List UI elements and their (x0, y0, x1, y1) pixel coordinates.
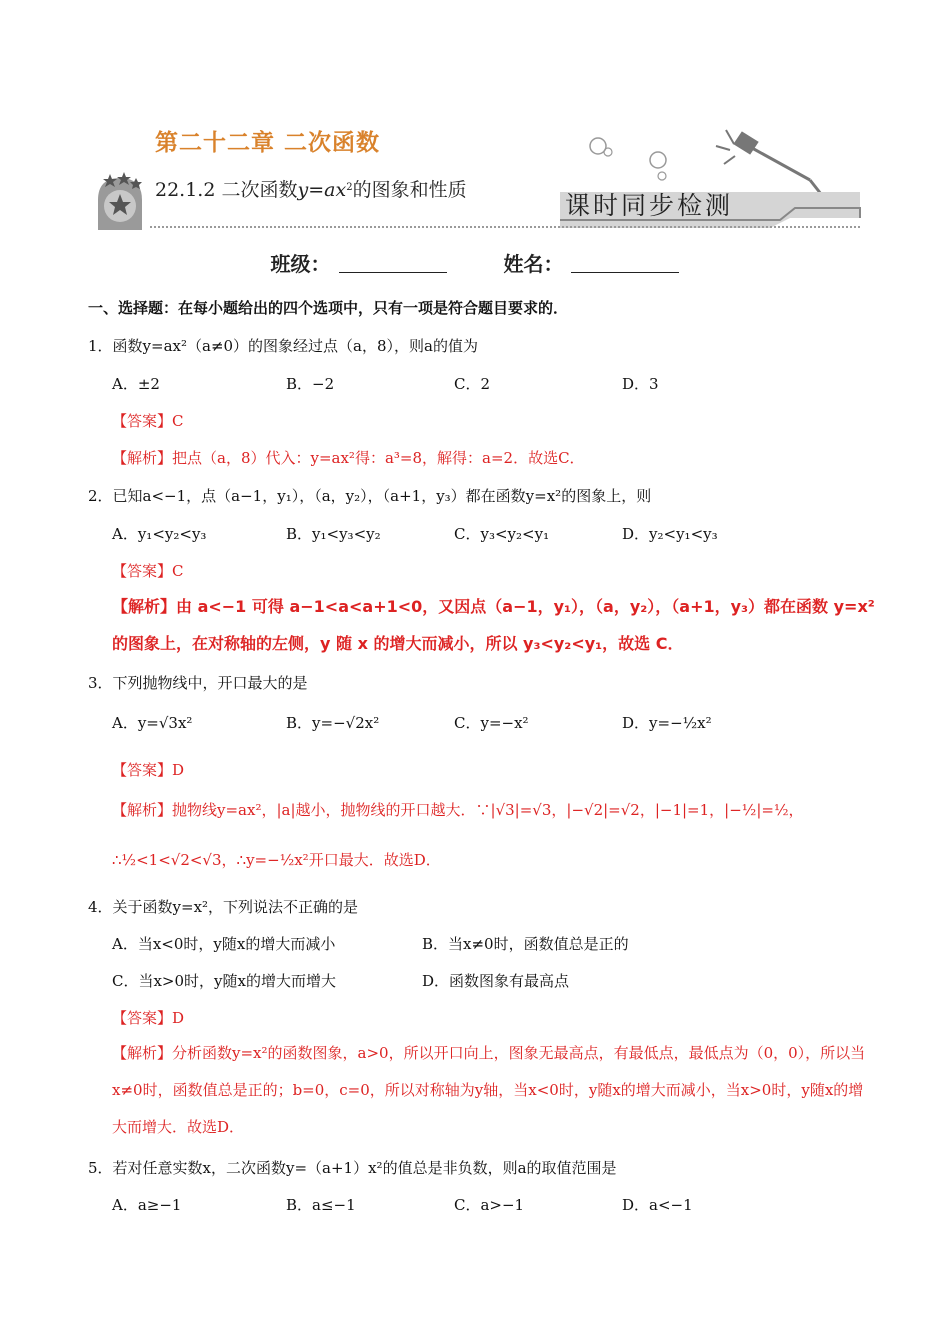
q3-explanation-line1: 【解析】抛物线y=ax²，|a|越小，抛物线的开口越大．∵|√3|=√3，|−√2|=√2，|−1|=1，|−½|=½， (112, 801, 804, 819)
chapter-title: 第二十二章 二次函数 (155, 130, 381, 156)
student-fields (0, 248, 950, 277)
q4-option-d: D．函数图象有最高点 (422, 972, 570, 990)
q4-answer: 【答案】D (112, 1009, 185, 1027)
bubble-icon (604, 148, 612, 156)
section-subtitle: 22.1.2 二次函数$y=ax^2$的图象和性质 (155, 179, 467, 201)
bubble-icon (650, 152, 666, 168)
q4-explanation: 【解析】分析函数y=x²的函数图象，a>0，所以开口向上，图象无最高点，有最低点，最低点为（0，0），所以当x≠0时，函数值总是正的；b=0，c=0，所以对称轴为y轴，当x<0时，y随x的增大而减小，当x>0时，y随x的增大而增大．故选D． (112, 1044, 866, 1136)
q1-option-d: D．3 (622, 375, 659, 393)
question-2-stem: 2．已知a<−1，点（a−1，y₁），（a，y₂），（a+1，y₃）都在函数y=x²的图象上，则 (88, 487, 652, 505)
q1-answer: 【答案】C (112, 412, 184, 430)
q2-option-a: A．y₁<y₂<y₃ (112, 525, 207, 543)
q4-option-a: A．当x<0时，y随x的增大而减小 (112, 935, 336, 953)
q3-answer: 【答案】D (112, 761, 185, 779)
question-5-stem: 5．若对任意实数x，二次函数y=（a+1）x²的值总是非负数，则a的取值范围是 (88, 1159, 617, 1177)
bubble-icon (658, 172, 666, 180)
q3-option-d: D．y=−½x² (622, 714, 712, 732)
class-blank[interactable] (339, 272, 447, 273)
q3-option-a: A．y=√3x² (112, 714, 193, 732)
header-divider (150, 226, 860, 228)
question-1-stem: 1．函数y=ax²（a≠0）的图象经过点（a，8），则a的值为 (88, 337, 478, 355)
q5-option-d: D．a<−1 (622, 1196, 693, 1214)
q3-option-c: C．y=−x² (454, 714, 529, 732)
q3-explanation-line2: ∴½<1<√2<√3，∴y=−½x²开口最大．故选D． (112, 851, 441, 869)
star-badge-icon (98, 172, 142, 230)
q1-option-b: B．−2 (286, 375, 335, 393)
q5-option-c: C．a>−1 (454, 1196, 525, 1214)
name-label: 姓名： (503, 252, 564, 276)
q2-option-c: C．y₃<y₂<y₁ (454, 525, 550, 543)
question-3-stem: 3．下列抛物线中，开口最大的是 (88, 674, 308, 692)
q5-option-a: A．a≥−1 (112, 1196, 182, 1214)
class-label: 班级： (270, 252, 331, 276)
q2-option-d: D．y₂<y₁<y₃ (622, 525, 718, 543)
q5-option-b: B．a≤−1 (286, 1196, 356, 1214)
q3-option-b: B．y=−√2x² (286, 714, 380, 732)
q2-explanation: 【解析】由 a<−1 可得 a−1<a<a+1<0，又因点（a−1，y₁），（a，y₂），（a+1，y₃）都在函数 y=x² 的图象上，在对称轴的左侧，y 随 x 的增大而减小，所以 y₃<y₂<y₁，故选 C． (112, 597, 875, 653)
section-title: 一、选择题：在每小题给出的四个选项中，只有一项是符合题目要求的． (88, 299, 569, 317)
q1-option-c: C．2 (454, 375, 491, 393)
q4-option-b: B．当x≠0时，函数值总是正的 (422, 935, 629, 953)
q1-option-a: A．±2 (112, 375, 160, 393)
q2-option-b: B．y₁<y₃<y₂ (286, 525, 381, 543)
q1-explanation: 【解析】把点（a，8）代入：y=ax²得：a³=8，解得：a=2．故选C． (112, 449, 585, 467)
q2-answer: 【答案】C (112, 562, 184, 580)
banner-text: 课时同步检测 (565, 191, 734, 220)
question-4-stem: 4．关于函数y=x²，下列说法不正确的是 (88, 898, 359, 916)
q4-option-c: C．当x>0时，y随x的增大而增大 (112, 972, 336, 990)
name-blank[interactable] (571, 272, 679, 273)
